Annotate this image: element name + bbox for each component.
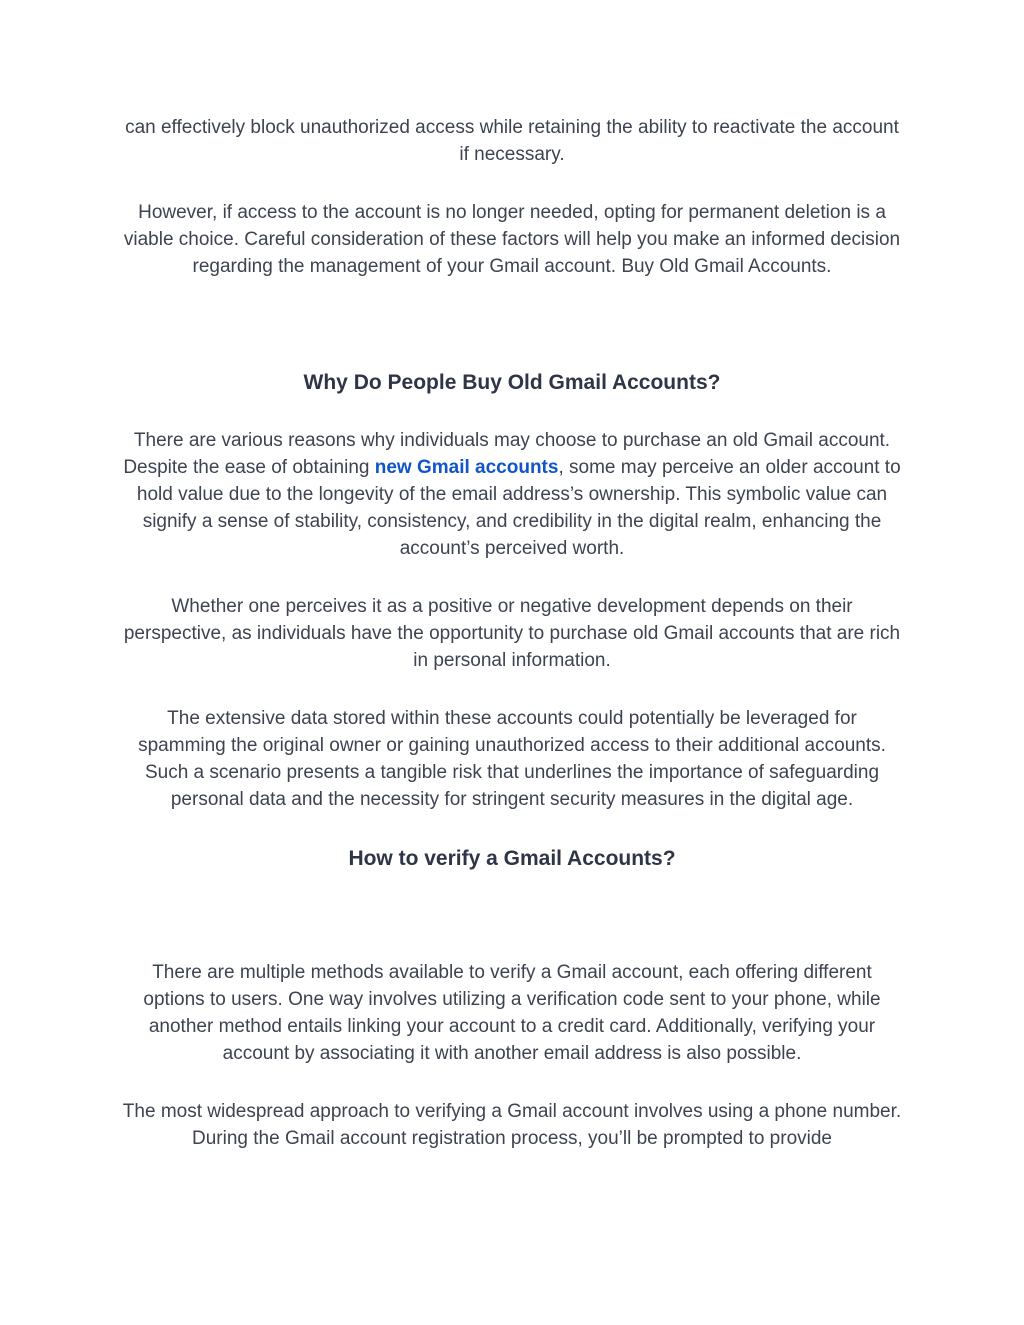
paragraph-phone-verification: The most widespread approach to verifying a Gmail account involves using a phone number. During the Gmail account registration process, you’ll be prompted to provide [122,1101,902,1149]
paragraph-reasons [122,427,902,562]
paragraph-permanent-deletion: However, if access to the account is no longer needed, opting for permanent deletion is a viable choice. Careful consideration of these factors will help you make an informed decision regarding the management of your Gmail account. Buy Old Gmail Accounts. [123,202,901,277]
paragraph-reasons-text-post: , some may perceive an older account to hold value due to the longevity of the email address’s ownership. This symbolic value can signify a sense of stability, consistency, and credibility in the digital realm, enhancing the account’s perceived worth. [136,457,901,559]
paragraph-perspective: Whether one perceives it as a positive or negative development depends on their perspective, as individuals have the opportunity to purchase old Gmail accounts that are rich in personal information. [123,596,901,671]
heading-why-do-people-buy: Why Do People Buy Old Gmail Accounts? [303,371,721,394]
paragraph-reactivate: can effectively block unauthorized access while retaining the ability to reactivate the account if necessary. [125,117,899,165]
new-gmail-accounts-link[interactable]: new Gmail accounts [374,457,559,478]
paragraph-data-risk: The extensive data stored within these accounts could potentially be leveraged for spamming the original owner or gaining unauthorized access to their additional accounts. Such a scenario presents a tangible risk that underlines the importance of safeguarding personal data and the necessity for stringent security measures in the digital age. [138,708,886,810]
paragraph-reasons-text-pre: There are various reasons why individuals may choose to purchase an old Gmail account. Despite the ease of obtaining [123,430,891,478]
heading-how-to-verify: How to verify a Gmail Accounts? [348,847,676,870]
paragraph-verification-methods: There are multiple methods available to verify a Gmail account, each offering different options to users. One way involves utilizing a verification code sent to your phone, while another method entails linking your account to a credit card. Additionally, verifying your account by associating it with another email address is also possible. [143,962,881,1064]
